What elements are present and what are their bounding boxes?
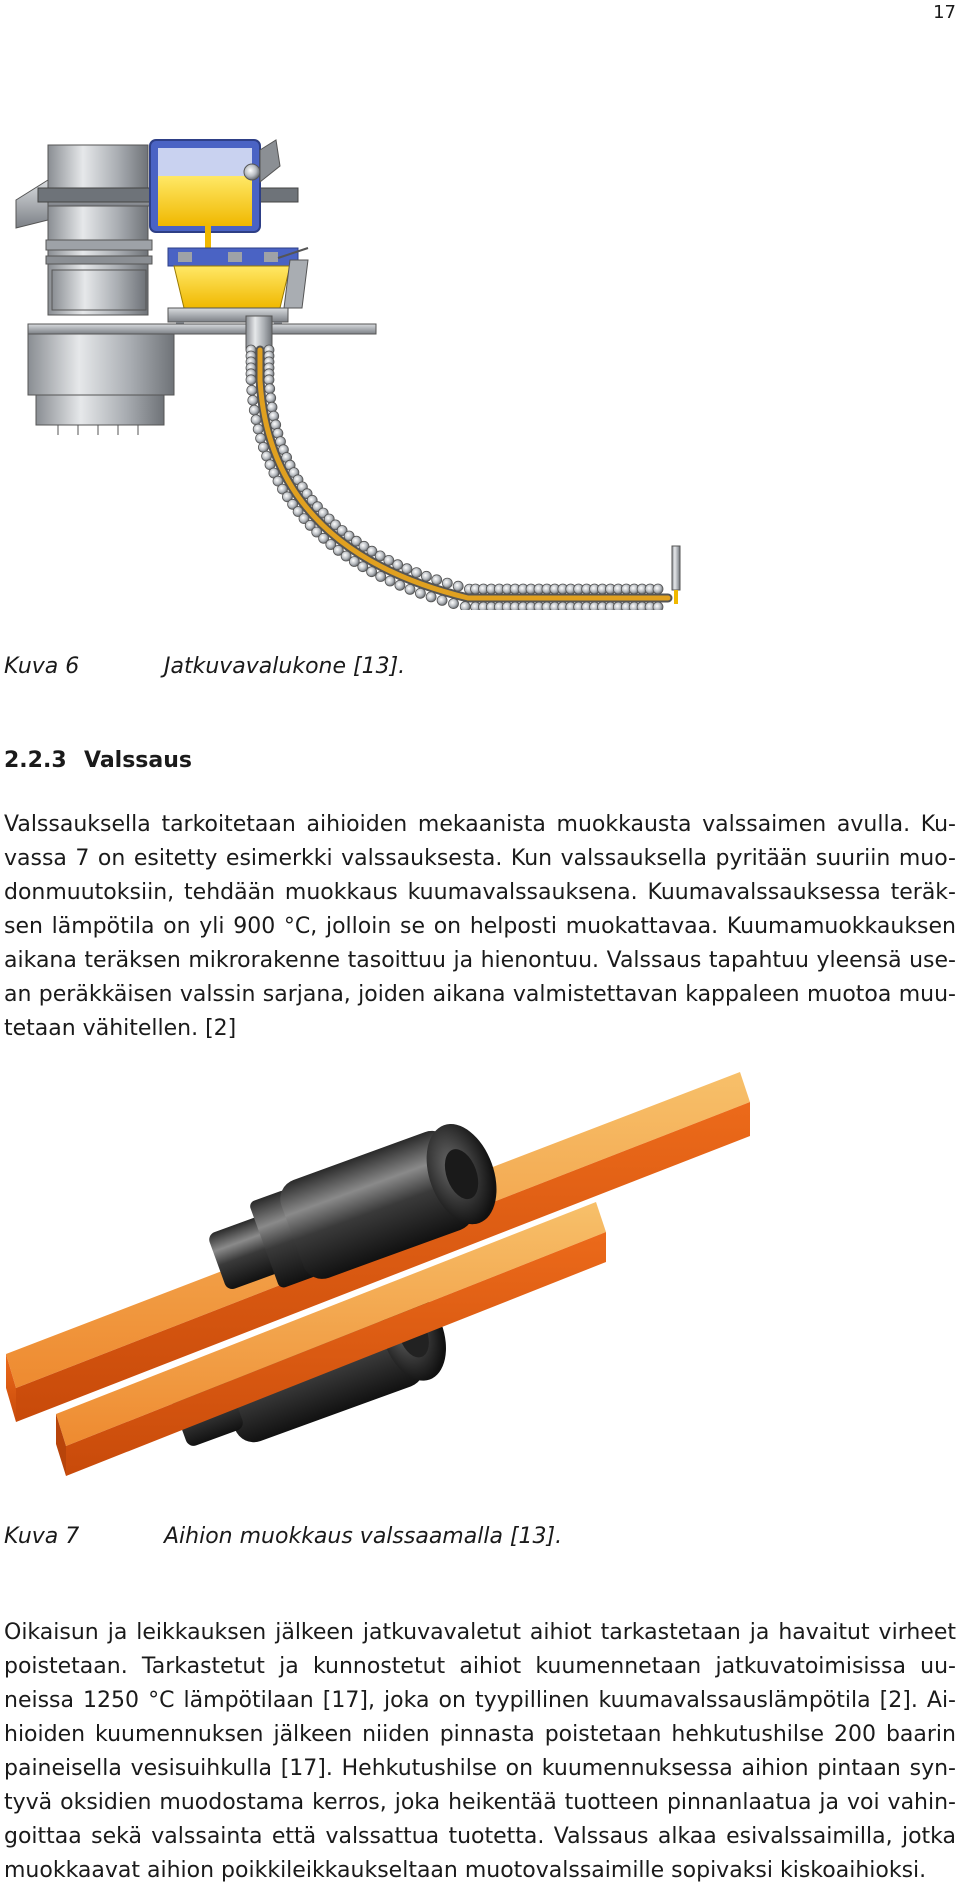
roller — [449, 599, 459, 609]
roller — [269, 411, 279, 421]
roller — [251, 415, 261, 425]
text-line: sen lämpötila on yli 900 °C, jolloin se on helposti muokattavaa. Kuumamuokkauksen — [4, 914, 956, 939]
text-line: hioiden kuumennuksen jälkeen niiden pinnasta poistetaan hehkutushilse 200 baarin — [4, 1722, 956, 1747]
text-line: an peräkkäisen valssin sarjana, joiden aikana valmistettavan kappaleen muotoa muu- — [4, 982, 956, 1007]
roller — [412, 568, 422, 578]
roller — [415, 588, 425, 598]
continuous-casting-illustration — [8, 130, 708, 610]
text-line: vassa 7 on esitetty esimerkki valssauksesta. Kun valssauksella pyritään suuriin muo- — [4, 846, 956, 871]
roller — [256, 433, 266, 443]
roller — [653, 584, 663, 594]
roller — [247, 385, 257, 395]
caption-number: Kuva 6 — [4, 654, 80, 679]
roller — [367, 567, 377, 577]
text-line: poistetaan. Tarkastetut ja kunnostetut aihiot kuumennetaan jatkuvatoimisissa uu- — [4, 1654, 956, 1679]
roller — [653, 602, 663, 610]
strand-rollers — [246, 345, 663, 610]
figure-caption — [4, 1524, 562, 1549]
caption-text: Jatkuvavalukone [13]. — [164, 654, 406, 679]
roller — [265, 384, 275, 394]
roller — [432, 575, 442, 585]
section-number: 2.2.3 — [4, 748, 67, 773]
section-heading — [4, 748, 192, 773]
roller — [376, 572, 386, 582]
caption-number: Kuva 7 — [4, 1524, 80, 1549]
text-line: Oikaisun ja leikkauksen jälkeen jatkuvavaletut aihiot tarkastetaan ja havaitut virheet — [4, 1620, 956, 1645]
page-number: 17 — [933, 2, 956, 23]
continuous-casting-figure — [8, 130, 708, 610]
text-line: tetaan vähitellen. [2] — [4, 1016, 237, 1041]
text-line: neissa 1250 °C lämpötilaan [17], joka on tyypillinen kuumavalssauslämpötila [2]. Ai- — [4, 1688, 956, 1713]
roller — [453, 581, 463, 591]
roller — [421, 571, 431, 581]
roller — [402, 564, 412, 574]
paragraph — [4, 1616, 956, 1888]
text-line: paineisella vesisuihkulla [17]. Hehkutushilse on kuumennuksessa aihion pintaan syn- — [4, 1756, 956, 1781]
section-title: Valssaus — [84, 748, 193, 773]
text-line: tyvä oksidien muodostama kerros, joka heikentää tuotteen pinnanlaatua ja voi vahin- — [4, 1790, 956, 1815]
roller — [253, 424, 263, 434]
roller — [358, 562, 368, 572]
roller — [442, 578, 452, 588]
text-line: aikana teräksen mikrorakenne tasoittuu ja hienontuu. Valssaus tapahtuu yleensä use- — [4, 948, 956, 973]
roller — [437, 595, 447, 605]
roller — [405, 584, 415, 594]
roller — [246, 375, 256, 385]
roller — [249, 405, 259, 415]
text-line: goittaa sekä valssainta että valssattua tuotetta. Valssaus alkaa esivalssaimilla, jotka — [4, 1824, 956, 1849]
roller — [384, 555, 394, 565]
caption-text: Aihion muokkaus valssaamalla [13]. — [164, 1524, 563, 1549]
roller — [248, 395, 258, 405]
roller — [266, 393, 276, 403]
rolling-mill-figure — [0, 1072, 760, 1500]
text-line: donmuutoksiin, tehdään muokkaus kuumavalssauksena. Kuumavalssauksessa teräk- — [4, 880, 956, 905]
text-line: Valssauksella tarkoitetaan aihioiden mekaanista muokkausta valssaimen avulla. Ku- — [4, 812, 956, 837]
roller — [426, 592, 436, 602]
roller — [395, 580, 405, 590]
rolling-mill-illustration — [0, 1072, 760, 1500]
figure-caption — [4, 654, 405, 679]
paragraph — [4, 808, 956, 1046]
roller — [393, 560, 403, 570]
roller — [267, 402, 277, 412]
roller — [264, 375, 274, 385]
roller — [385, 576, 395, 586]
roller — [460, 602, 470, 610]
text-line: muokkaavat aihion poikkileikkaukseltaan muotovalssaimille sopivaksi kiskoaihioksi. — [4, 1858, 927, 1883]
